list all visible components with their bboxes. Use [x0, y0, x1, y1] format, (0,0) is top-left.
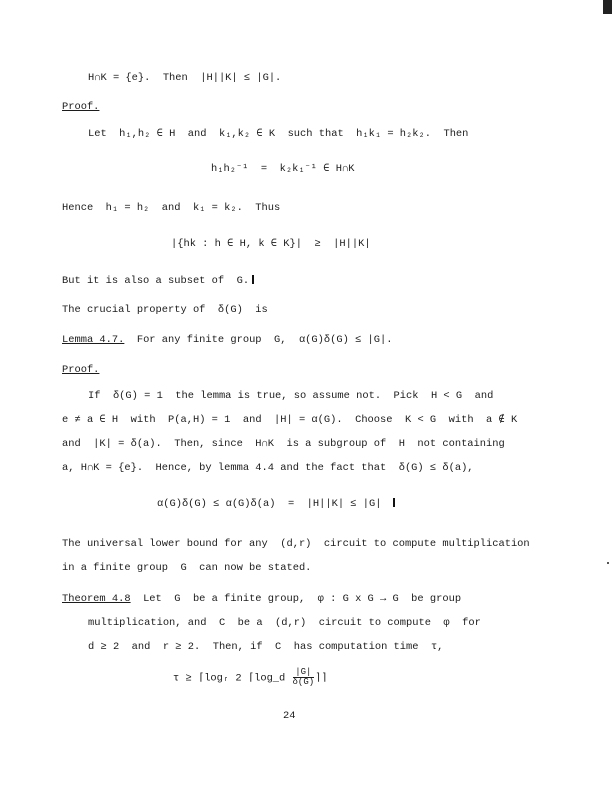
- theorem-line: d ≥ 2 and r ≥ 2. Then, if C has computation time τ,: [88, 641, 444, 653]
- fraction: [293, 668, 315, 688]
- theorem-text: Let G be a finite group, φ : G x G → G be group: [130, 593, 462, 605]
- proof-line: Hence h₁ = h₂ and k₁ = k₂. Thus: [62, 202, 281, 214]
- proof-line: [62, 275, 254, 287]
- qed-mark: [393, 498, 395, 507]
- scan-corner-mark: [603, 0, 612, 14]
- proof-line: a, H∩K = {e}. Hence, by lemma 4.4 and the fact that δ(G) ≤ δ(a),: [62, 462, 474, 474]
- lemma-line: [62, 334, 392, 346]
- page-number: 24: [283, 710, 296, 722]
- scan-speck: [607, 562, 609, 564]
- text-line: in a finite group G can now be stated.: [62, 562, 312, 574]
- proof-heading: Proof.: [62, 364, 100, 376]
- proof-line-text: But it is also a subset of G.: [62, 275, 250, 287]
- equation-line: |{hk : h ∈ H, k ∈ K}| ≥ |H||K|: [171, 238, 371, 250]
- proof-line: Let h₁,h₂ ∈ H and k₁,k₂ ∈ K such that h₁k₁ = h₂k₂. Then: [88, 128, 469, 140]
- statement-line: H∩K = {e}. Then |H||K| ≤ |G|.: [88, 72, 282, 84]
- equation-line: [157, 498, 395, 510]
- proof-heading: Proof.: [62, 101, 100, 113]
- lemma-label: Lemma 4.7.: [62, 334, 125, 346]
- proof-line: e ≠ a ∈ H with P(a,H) = 1 and |H| = α(G). Choose K < G with a ∉ K: [62, 414, 518, 426]
- theorem-label: Theorem 4.8: [62, 593, 131, 605]
- bound-formula: [173, 668, 328, 688]
- equation-text: α(G)δ(G) ≤ α(G)δ(a) = |H||K| ≤ |G|: [157, 498, 382, 510]
- qed-mark: [252, 275, 254, 284]
- text-line: The universal lower bound for any (d,r) circuit to compute multiplication: [62, 538, 530, 550]
- proof-line: If δ(G) = 1 the lemma is true, so assume not. Pick H < G and: [88, 390, 494, 402]
- formula-lhs: τ ≥ ⌈logᵣ 2 ⌈log_d: [173, 672, 292, 685]
- lemma-text: For any finite group G, α(G)δ(G) ≤ |G|.: [124, 334, 393, 346]
- formula-rhs: ⌉⌉: [315, 672, 328, 685]
- theorem-line: multiplication, and C be a (d,r) circuit to compute φ for: [88, 617, 481, 629]
- proof-line: and |K| = δ(a). Then, since H∩K is a subgroup of H not containing: [62, 438, 505, 450]
- equation-line: h₁h₂⁻¹ = k₂k₁⁻¹ ∈ H∩K: [211, 163, 355, 175]
- fraction-denominator: δ(G): [292, 677, 315, 688]
- fraction-numerator: |G|: [293, 668, 315, 678]
- text-line: The crucial property of δ(G) is: [62, 304, 268, 316]
- theorem-line: [62, 593, 461, 605]
